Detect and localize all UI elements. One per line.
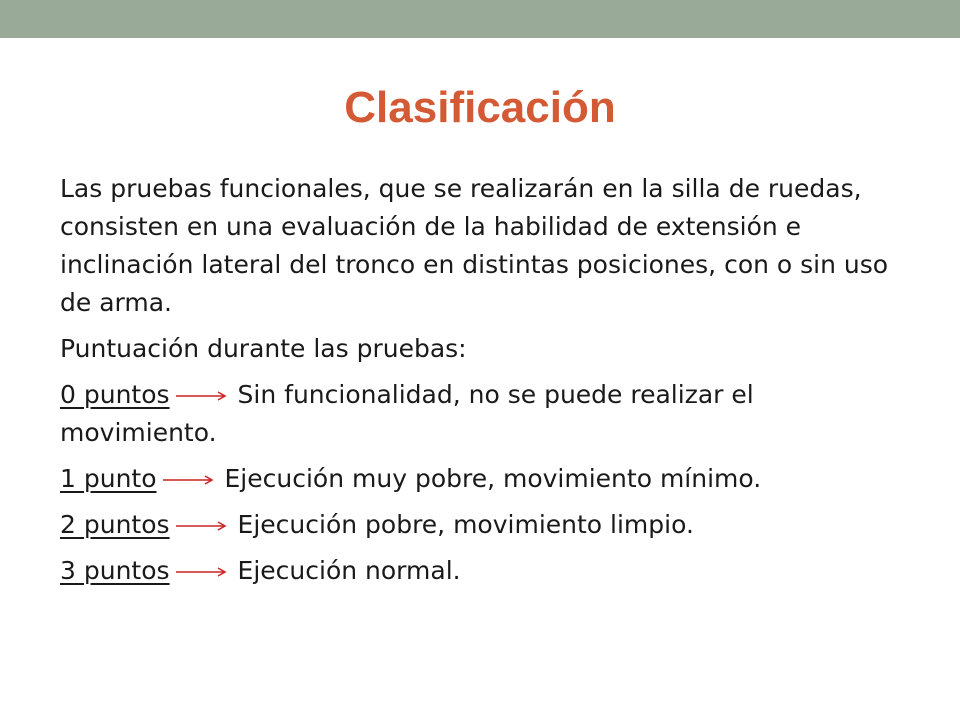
slide-body [60, 170, 890, 598]
top-band [0, 0, 960, 38]
score-item-0 [60, 376, 890, 452]
score-description: Sin funcionalidad, no se puede realizar el movimiento. [60, 380, 754, 447]
slide-title: Clasificación [344, 83, 616, 132]
score-item-2 [60, 506, 890, 544]
score-label: 1 punto [60, 464, 157, 493]
score-label: 3 puntos [60, 556, 170, 585]
arrow-right-icon [176, 520, 228, 532]
arrow-right-icon [176, 566, 228, 578]
score-label: 0 puntos [60, 380, 170, 409]
score-description: Ejecución normal. [237, 556, 461, 585]
scoring-heading: Puntuación durante las pruebas: [60, 334, 467, 363]
arrow-right-icon [176, 390, 228, 402]
score-label: 2 puntos [60, 510, 170, 539]
intro-paragraph: Las pruebas funcionales, que se realizarán en la silla de ruedas, consisten en una evaluación de la habilidad de extensión e inclinación lateral del tronco en distintas posiciones, con o sin uso de arma. [60, 174, 889, 317]
score-item-3 [60, 552, 890, 590]
score-description: Ejecución pobre, movimiento limpio. [237, 510, 694, 539]
score-description: Ejecución muy pobre, movimiento mínimo. [224, 464, 762, 493]
score-item-1 [60, 460, 890, 498]
arrow-right-icon [163, 474, 215, 486]
